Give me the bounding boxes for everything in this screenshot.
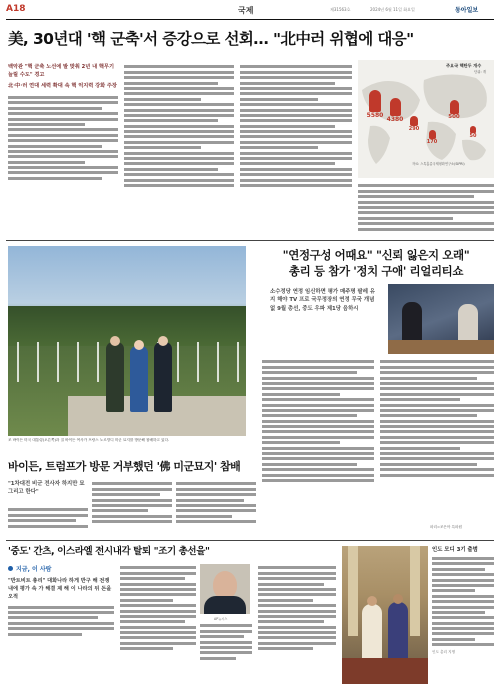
- warhead-icon: [390, 98, 401, 116]
- normandy-deck: "1차대전 비군 전사자 하지만 묘 그리고 한다": [8, 481, 85, 495]
- table: [388, 340, 494, 354]
- lead-column-3: [240, 63, 352, 238]
- lead-bottom-rule: [6, 240, 494, 241]
- masthead-rule: [6, 19, 494, 20]
- inset-quote: "반트비트 총리" 대화나라 하게 반구 해 전쟁내에 평가 속 가 해결 제 해 이 나라의 뒤 돈을 오적: [8, 578, 112, 601]
- inset-label: 지금, 이 사람: [16, 566, 52, 573]
- normandy-column-1: [8, 506, 88, 536]
- warhead-value-russia: 5580: [366, 90, 384, 119]
- gantz-portrait: [200, 564, 250, 614]
- speech-deck: 소수정당 연정 임신하면 평가 매주명 팔레 유지 해야 TV 프로 국무정장의 연정 무국 개념 없 9월 총선, 중도 우파 제1당 음하시: [270, 289, 375, 312]
- bullet-icon: [8, 566, 13, 571]
- warhead-icon: [429, 130, 436, 139]
- lead-headline: 美, 30년대 '핵 군축'서 증강으로 선회… "北中러 위협에 대응": [8, 30, 414, 48]
- face: [158, 336, 168, 346]
- warhead-icon: [410, 116, 418, 126]
- lead-column-4: [358, 182, 494, 240]
- masthead: [0, 0, 500, 20]
- warhead-value-usa: 4380: [386, 98, 404, 123]
- speech-byline: 파리=조은아 특파원: [430, 525, 462, 529]
- warhead-value-china: 500: [446, 100, 462, 120]
- inset-label-row: [8, 564, 114, 573]
- modi-ceremony-photo: [342, 546, 428, 684]
- normandy-column-2: [92, 480, 172, 536]
- suit: [204, 596, 246, 614]
- gantz-column-2: [200, 622, 252, 688]
- lead-body-text-1: [8, 96, 118, 180]
- warhead-icon: [369, 90, 381, 112]
- lead-deck-1: 백악관 "핵 군축 노선에 발 맞춰 2년 내 핵무기 늘릴 수도" 경고: [8, 64, 114, 78]
- figure-first-lady: [130, 346, 148, 412]
- gantz-headline: '중도' 간츠, 이스라엘 전시내각 탈퇴 "조기 총선을": [8, 546, 210, 557]
- lead-column-2: [124, 63, 234, 238]
- lead-column-1: [8, 63, 118, 238]
- warhead-icon: [450, 100, 459, 114]
- grave-crosses: [8, 342, 246, 382]
- now-this-person-box: [8, 564, 114, 684]
- section-label: 국제: [238, 6, 254, 15]
- face: [213, 571, 237, 599]
- warhead-value-france: 290: [406, 116, 422, 132]
- warhead-value-india: 170: [424, 130, 440, 145]
- figure-modi: [362, 604, 382, 660]
- bottom-section-rule: [6, 540, 494, 541]
- issue-number: 제31563호: [330, 7, 351, 12]
- modi-headline: 인도 모디 3기 출범: [432, 547, 478, 553]
- face: [367, 596, 377, 606]
- warhead-value-nk: 50: [466, 126, 480, 139]
- normandy-headline: 바이든, 트럼프가 방문 거부했던 '佛 미군묘지' 참배: [8, 460, 241, 473]
- figure-president: [388, 602, 408, 660]
- face: [134, 340, 144, 350]
- portrait-credit: AP뉴시스: [214, 617, 228, 621]
- map-unit: 단위: 개: [474, 70, 487, 74]
- figure-president: [154, 342, 172, 412]
- page-number: A18: [6, 4, 26, 14]
- tv-show-photo: [388, 284, 494, 354]
- normandy-photo: [8, 246, 246, 436]
- speech-column-2: [380, 358, 494, 532]
- warhead-map-graphic: [358, 60, 494, 178]
- tree-line: [8, 306, 246, 346]
- map-source: 자료: 스톡홀름국제평화연구소(SIPRI): [412, 162, 465, 166]
- paper-name: 동아일보: [455, 7, 479, 14]
- figure-officer: [106, 342, 124, 412]
- speech-headline-1: "연정구성 어때요" "신뢰 잃은지 오래": [282, 248, 470, 262]
- gantz-column-3: [258, 564, 336, 688]
- normandy-column-3: [176, 480, 256, 536]
- warhead-icon: [470, 126, 476, 133]
- gantz-column-1: [120, 564, 196, 688]
- map-title: 주요국 핵탄두 개수: [446, 63, 482, 68]
- lead-deck-2: 北·中·러 연대 세력 확대 속 핵 억지력 강화 주장: [8, 83, 117, 89]
- issue-date: 2024년 6월 11일 화요일: [370, 7, 415, 12]
- face: [110, 336, 120, 346]
- normandy-caption: 조 바이든 미국 대통령(오른쪽)과 질 바이든 여사가 프랑스 노르망디 미군 묘지를 방문해 참배하고 있다.: [8, 438, 170, 442]
- pillar: [410, 546, 420, 636]
- modi-sidebar: [432, 546, 494, 686]
- speech-column-1: [262, 358, 374, 532]
- pillar: [348, 546, 358, 636]
- world-map: [358, 60, 494, 178]
- table: [342, 658, 428, 684]
- modi-photo-caption: 인도 총리 지명: [432, 649, 456, 654]
- speech-headline-2: 총리 등 참가 '정치 구애' 리얼리티쇼: [288, 264, 464, 278]
- face: [393, 594, 403, 604]
